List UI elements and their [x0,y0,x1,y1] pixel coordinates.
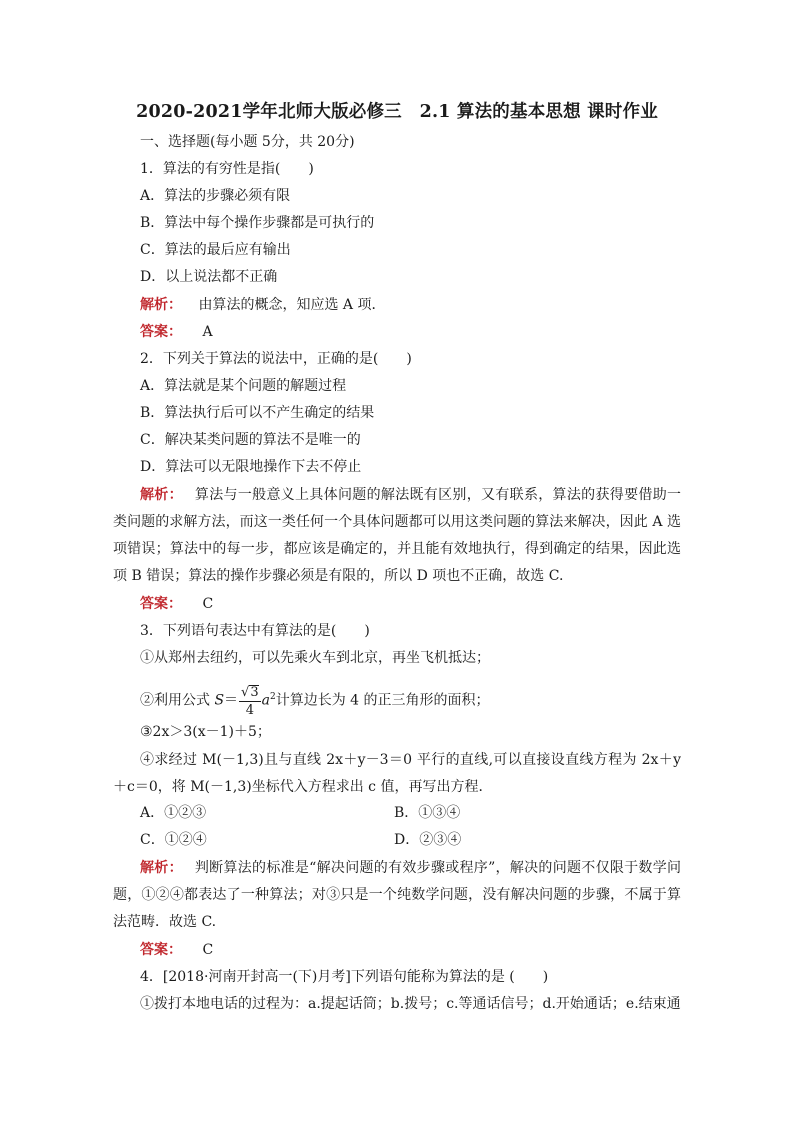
answer-label: 答案： [140,596,182,612]
q3-option-c: C．①②④ [140,832,207,848]
q3-s2-prefix: ②利用公式 [140,692,215,709]
formula-equals: ＝ [224,692,239,709]
formula-numerator: 3 [250,684,259,700]
q1-stem: 1．算法的有穷性是指( ) [140,161,314,177]
q3-statement-2 [140,680,490,718]
page-title: 2020-2021学年北师大版必修三 2.1 算法的基本思想 课时作业 [136,102,658,122]
q1-analysis [140,295,385,315]
q1-option-d: D．以上说法都不正确 [140,269,278,285]
q1-answer [140,322,213,342]
section-heading: 一、选择题(每小题 5分，共 20分) [140,134,355,150]
q4-statement-1: ①拨打本地电话的过程为：a.提起话筒；b.拨号；c.等通话信号；d.开始通话；e.结束通 [140,996,681,1012]
q3-statement-3: ③2x＞3(x－1)＋5； [140,724,271,740]
analysis-label: 解析： [140,297,182,313]
formula-fraction [239,685,261,717]
q3-s2-suffix: 计算边长为 4 的正三角形的面积； [275,692,490,709]
answer-label: 答案： [140,942,182,958]
q4-stem: 4．[2018·河南开封高一(下)月考]下列语句能称为算法的是 ( ) [140,969,549,985]
q2-answer-value: C [202,596,214,612]
formula-a: a [261,692,270,709]
analysis-label: 解析： [140,860,183,876]
formula-exponent: 2 [269,692,276,702]
q3-answer-value: C [202,942,214,958]
q3-stem: 3．下列语句表达中有算法的是( ) [140,623,370,639]
q3-analysis [113,855,681,936]
q2-option-b: B．算法执行后可以不产生确定的结果 [140,405,375,421]
q2-analysis-text: 算法与一般意义上具体问题的解法既有区别，又有联系，算法的获得要借助一类问题的求解方法，而这一类任何一个具体问题都可以用这类问题的算法来解决，因此 A 选项错误；算法中的每一步，都应该是确定的，并且能有效地执行，得到确定的结果，因此选项 B 错误；算法的操作步骤必须是有限的，所以 D 项也不正确，故选 C. [113,487,682,584]
q2-option-a: A．算法就是某个问题的解题过程 [140,378,347,394]
sqrt-symbol: √ [241,684,250,700]
q2-option-d: D．算法可以无限地操作下去不停止 [140,459,362,475]
q1-analysis-text: 由算法的概念，知应选 A 项． [198,297,386,313]
q3-answer [140,940,213,960]
q2-stem: 2．下列关于算法的说法中，正确的是( ) [140,351,412,367]
q3-statement-1: ①从郑州去纽约，可以先乘火车到北京，再坐飞机抵达； [140,650,490,666]
q1-option-a: A．算法的步骤必须有限 [140,188,291,204]
q3-option-b: B．①③④ [394,805,461,821]
q2-answer [140,594,213,614]
q3-analysis-text: 判断算法的标准是“解决问题的有效步骤或程序”，解决的问题不仅限于数学问题，①②④都表达了一种算法；对③只是一个纯数学问题，没有解决问题的步骤，不属于算法范畴．故选 C. [113,860,682,930]
analysis-label: 解析： [140,487,183,503]
formula-s: S [214,692,225,709]
q1-option-c: C．算法的最后应有输出 [140,242,291,258]
q3-statement-4: ④求经过 M(－1,3)且与直线 2x＋y－3＝0 平行的直线,可以直接设直线方程为 2x＋y＋c＝0，将 M(－1,3)坐标代入方程求出 c 值，再写出方程． [113,752,681,795]
q2-option-c: C．解决某类问题的算法不是唯一的 [140,432,361,448]
formula-denominator: 4 [245,702,254,718]
q1-option-b: B．算法中每个操作步骤都是可执行的 [140,215,375,231]
q2-analysis [113,482,681,590]
answer-label: 答案： [140,324,182,340]
q3-option-a: A．①②③ [140,805,207,821]
q3-option-d: D．②③④ [394,832,462,848]
q1-answer-value: A [202,324,213,340]
